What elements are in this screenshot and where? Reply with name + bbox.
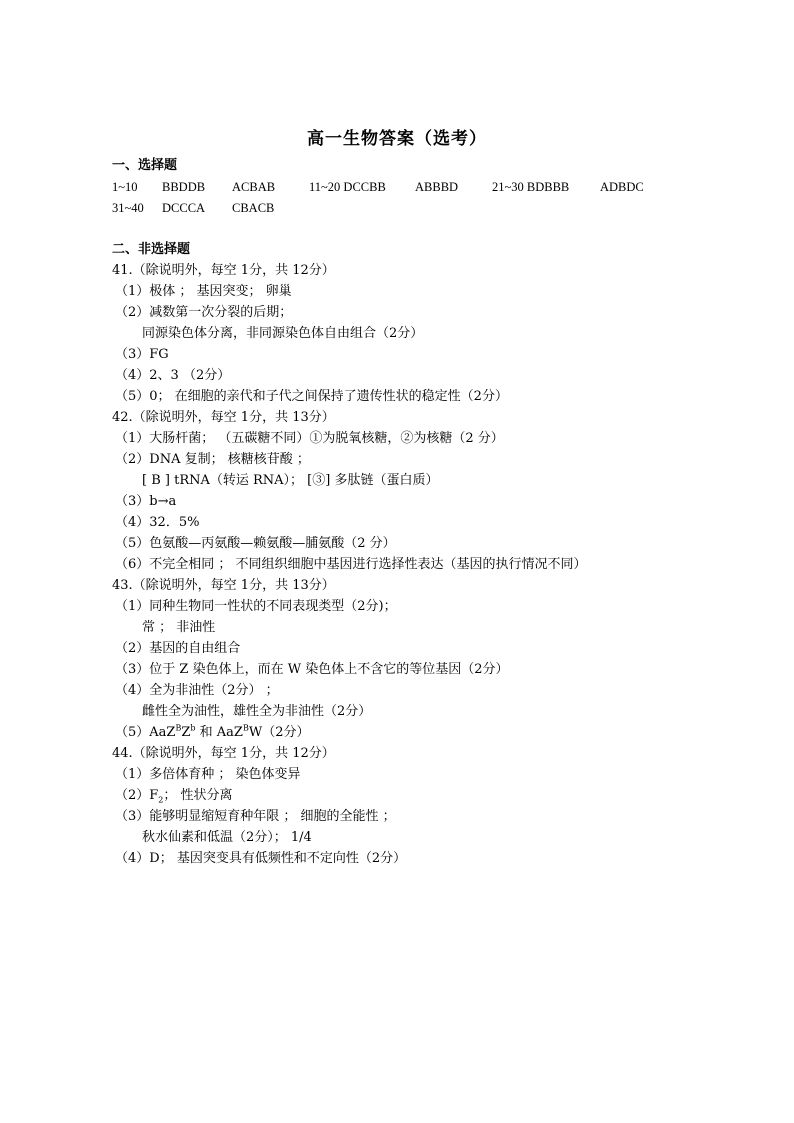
mc-answer-group: CBACB [232,201,275,215]
mc-answer-group: ACBAB [232,180,276,194]
answer-line: （1）极体 ； 基因突变； 卵巢 [115,284,292,299]
answer-line: （6）不完全相同 ； 不同组织细胞中基因进行选择性表达（基因的执行情况不同） [115,557,587,572]
genotype-superscript: B [175,723,182,733]
f2-subscript: 2 [158,795,164,805]
question-43-header: 43.（除说明外，每空 1分，共 13分） [112,578,335,593]
question-42-header: 42.（除说明外，每空 1分，共 13分） [112,410,335,425]
section-heading-multiple-choice: 一、选择题 [112,158,178,173]
answer-line: （4）D； 基因突变具有低频性和不定向性（2分） [115,851,407,866]
f2-answer: ； 性状分离 [163,788,233,803]
answer-line: （4）2、3 （2分） [115,368,231,383]
answer-line: （2）减数第一次分裂的后期； [115,305,293,320]
answer-line: （2）基因的自由组合 [115,641,241,656]
genotype-superscript: b [190,723,196,733]
mc-range: 31~40 [112,201,144,215]
genotype-text: （5）AaZ [115,725,176,740]
section-heading-non-multiple-choice: 二、非选择题 [112,242,191,257]
answer-line: （4）32．5% [115,515,200,530]
answer-line: [ B ] tRNA（转运 RNA）； [③] 多肽链（蛋白质） [142,473,439,488]
answer-line: 雌性全为油性，雄性全为非油性（2分） [142,704,372,719]
answer-line: （2）DNA 复制； 核糖核苷酸 ； [115,452,310,467]
answer-line: （3）FG [115,347,169,362]
genotype-text: Z [181,725,191,740]
answer-line: （3）位于 Z 染色体上，而在 W 染色体上不含它的等位基因（2分） [115,662,509,677]
answer-line: （1）同种生物同一性状的不同表现类型（2分)； [115,599,397,614]
mc-answer-group: DCCCA [162,201,206,215]
question-44-header: 44.（除说明外，每空 1分，共 12分） [112,746,335,761]
page-title: 高一生物答案（选考） [307,129,487,149]
mc-answer-group: 11~20 DCCBB [309,180,386,194]
mc-answer-group: ADBDC [600,180,644,194]
genotype-superscript: B [242,723,249,733]
answer-line: 常 ； 非油性 [142,620,216,635]
answer-line: （3）能够明显缩短育种年限 ； 细胞的全能性 ； [115,809,396,824]
genotype-text: W（2分） [248,725,310,740]
mc-range: 1~10 [112,180,138,194]
answer-line-genotypes [115,725,309,741]
answer-line: （1）大肠杆菌； （五碳糖不同）①为脱氧核糖，②为核糖（2 分） [115,431,504,446]
mc-answer-group: BBDDB [162,180,206,194]
mc-answer-group: ABBBD [415,180,459,194]
f2-label: （2）F [115,788,159,803]
answer-line: （5）0； 在细胞的亲代和子代之间保持了遗传性状的稳定性（2分） [115,389,508,404]
answer-line: 秋水仙素和低温（2分）； 1/4 [142,830,312,845]
mc-answer-group: 21~30 BDBBB [492,180,570,194]
answer-line: （3）b→a [115,494,177,509]
answer-line: （4）全为非油性（2分） ； [115,683,279,698]
answer-line: （5）色氨酸—丙氨酸—赖氨酸—脯氨酸（2 分） [115,536,396,551]
answer-line: 同源染色体分离，非同源染色体自由组合（2分） [142,326,424,341]
answer-line-f2 [115,788,233,804]
answer-line: （1）多倍体育种 ； 染色体变异 [115,767,301,782]
question-41-header: 41.（除说明外，每空 1分，共 12分） [112,263,335,278]
genotype-text: 和 AaZ [195,725,243,740]
